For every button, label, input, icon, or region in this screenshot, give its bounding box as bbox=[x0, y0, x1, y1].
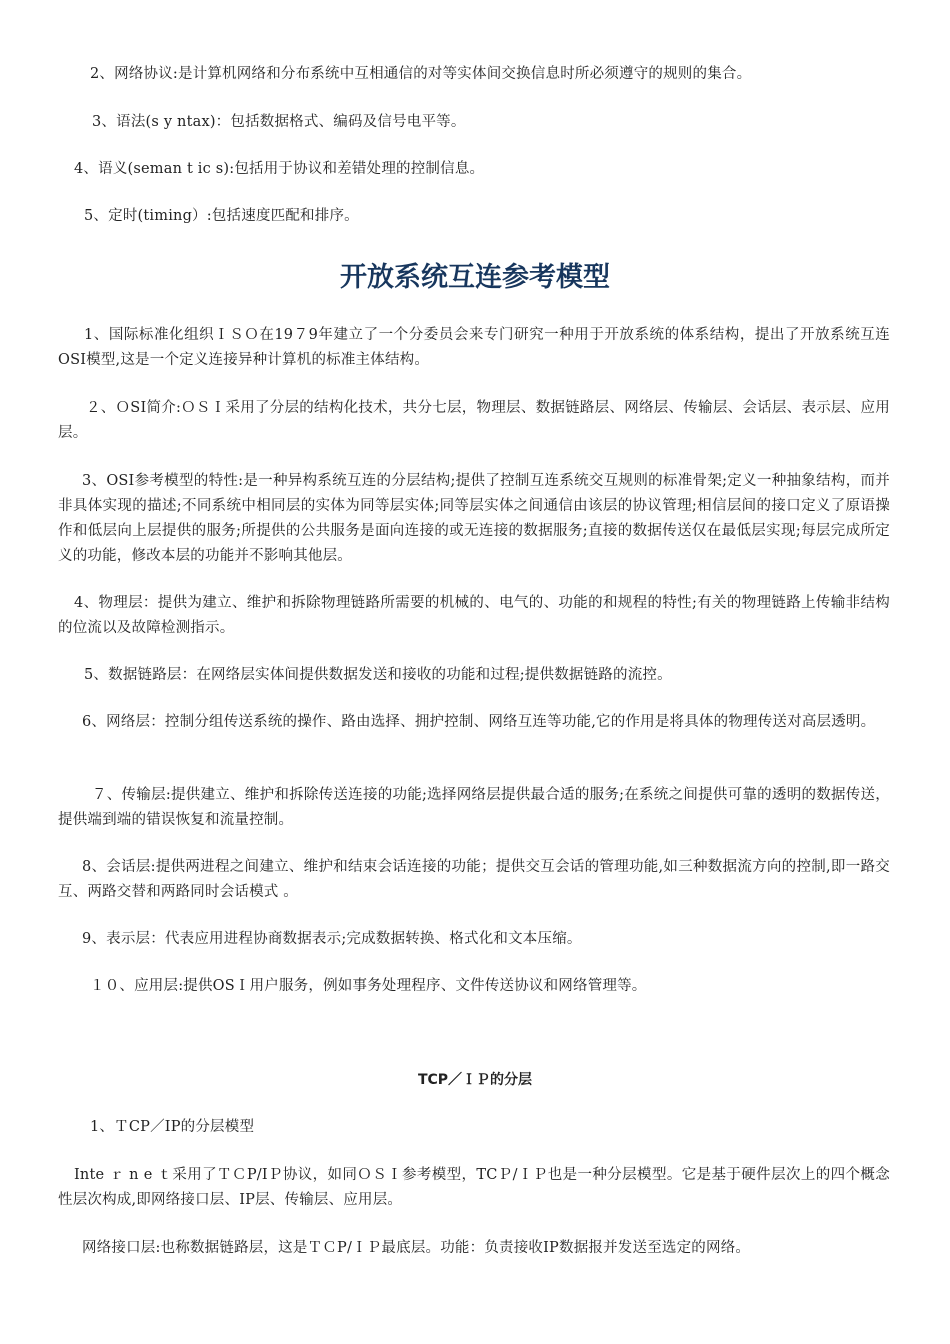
paragraph-syntax: 3、语法(s y ntax)：包括数据格式、编码及信号电平等。 bbox=[92, 114, 466, 130]
paragraph-session-layer: 8、会话层:提供两进程之间建立、维护和结束会话连接的功能；提供交互会话的管理功能,如三种数据流方向的控制,即一路交互、两路交替和两路同时会话模式 。 bbox=[58, 859, 890, 900]
paragraph-internet-tcpip: Inte ｒ n e ｔ采用了ＴＣP/IＰ协议，如同ＯＳＩ参考模型，TCＰ/ＩＰ也是一种分层模型。它是基于硬件层次上的四个概念性层次构成,即网络接口层、IP层、传输层、应用层。 bbox=[58, 1167, 890, 1208]
paragraph-timing: 5、定时(timing）:包括速度匹配和排序。 bbox=[84, 208, 359, 224]
paragraph-osi-3: 3、OSI参考模型的特性:是一种异构系统互连的分层结构;提供了控制互连系统交互规则的标准骨架;定义一种抽象结构，而并非具体实现的描述;不同系统中相同层的实体为同等层实体;同等层实体之间通信由该层的协议管理;相信层间的接口定义了原语操作和低层向上层提供的服务;所提供的公共服务是面向连接的或无连接的数据服务;直接的数据传送仅在最低层实现;每层完成所定义的功能，修改本层的功能并不影响其他层。 bbox=[58, 473, 890, 564]
paragraph-osi-1: 1、国际标准化组织ＩＳＯ在19７9年建立了一个分委员会来专门研究一种用于开放系统的体系结构，提出了开放系统互连OSI模型,这是一个定义连接异种计算机的标准主体结构。 bbox=[58, 327, 890, 368]
paragraph-network-layer: 6、网络层：控制分组传送系统的操作、路由选择、拥护控制、网络互连等功能,它的作用是将具体的物理传送对高层透明。 bbox=[82, 714, 876, 730]
paragraph-presentation-layer: 9、表示层：代表应用进程协商数据表示;完成数据转换、格式化和文本压缩。 bbox=[82, 931, 582, 947]
paragraph-osi-2: ２、ＯSI简介:ＯＳＩ采用了分层的结构化技术，共分七层，物理层、数据链路层、网络层、传输层、会话层、表示层、应用层。 bbox=[58, 400, 890, 441]
paragraph-application-layer: １０、应用层:提供OSＩ用户服务，例如事务处理程序、文件传送协议和网络管理等。 bbox=[90, 978, 647, 994]
paragraph-semantics: 4、语义(seman t ic s):包括用于协议和差错处理的控制信息。 bbox=[74, 161, 485, 177]
paragraph-tcpip-model: 1、ＴCP／IP的分层模型 bbox=[90, 1119, 255, 1135]
paragraph-physical-layer: 4、物理层：提供为建立、维护和拆除物理链路所需要的机械的、电气的、功能的和规程的特性;有关的物理链路上传输非结构的位流以及故障检测指示。 bbox=[58, 595, 890, 636]
section-title-tcpip: TCP／ＩＰ的分层 bbox=[417, 1072, 533, 1088]
paragraph-transport-layer: ７、传输层:提供建立、维护和拆除传送连接的功能;选择网络层提供最合适的服务;在系统之间提供可靠的透明的数据传送，提供端到端的错误恢复和流量控制。 bbox=[58, 787, 890, 828]
paragraph-network-protocol: 2、网络协议:是计算机网络和分布系统中互相通信的对等实体间交换信息时所必须遵守的规则的集合。 bbox=[90, 66, 752, 82]
paragraph-network-interface-layer: 网络接口层:也称数据链路层，这是ＴＣP/ＩＰ最底层。功能：负责接收IP数据报并发送至选定的网络。 bbox=[82, 1240, 751, 1256]
paragraph-data-link-layer: 5、数据链路层：在网络层实体间提供数据发送和接收的功能和过程;提供数据链路的流控。 bbox=[84, 667, 672, 683]
section-title-osi: 开放系统互连参考模型 bbox=[340, 262, 610, 293]
